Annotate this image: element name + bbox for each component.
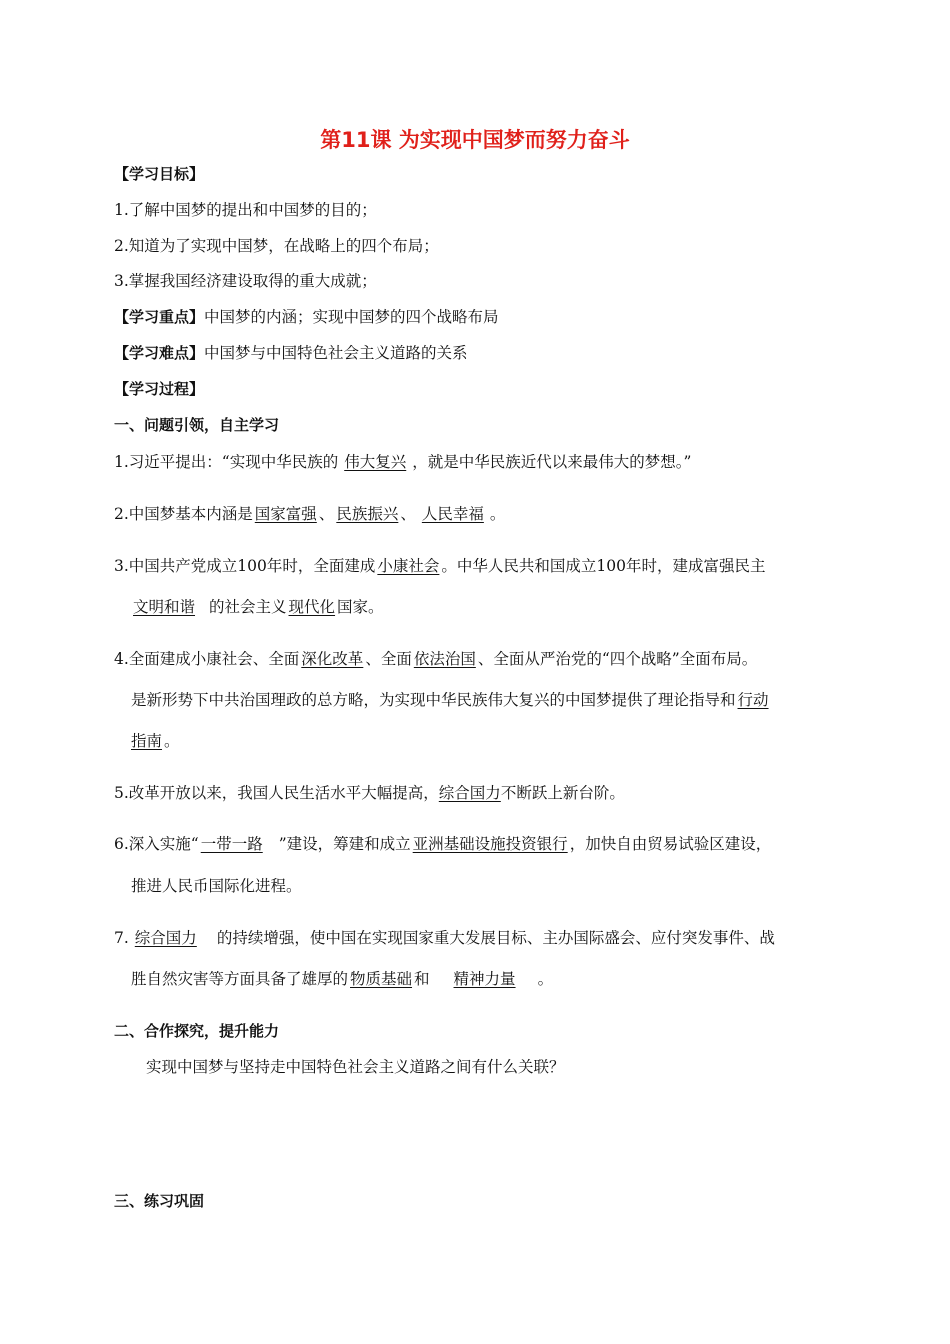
question-text: 胜自然灾害等方面具备了雄厚的 bbox=[131, 970, 349, 988]
question-text: 、全面 bbox=[365, 650, 412, 668]
question-text: 国家。 bbox=[337, 598, 384, 616]
question-text: 。 bbox=[489, 505, 506, 523]
question-text: 。中华人民共和国成立100年时，建成富强民主 bbox=[441, 557, 766, 575]
question-text: ”建设，筹建和成立 bbox=[278, 835, 411, 853]
question-text: 1.习近平提出：“实现中华民族的 bbox=[114, 453, 339, 471]
answer-blank: 精神力量 bbox=[453, 970, 516, 988]
question-text: 是新形势下中共治国理政的总方略，为实现中华民族伟大复兴的中国梦提供了理论指导和 bbox=[131, 691, 736, 709]
question-text: 不断跃上新台阶。 bbox=[500, 784, 625, 802]
question-4 bbox=[114, 648, 757, 670]
answer-blank: 伟大复兴 bbox=[344, 453, 407, 471]
key-points-text: 中国梦的内涵；实现中国梦的四个战略布局 bbox=[204, 308, 499, 326]
answer-blank: 行动 bbox=[737, 691, 769, 709]
process-heading: 【学习过程】 bbox=[114, 380, 205, 398]
question-text: 、全面从严治党的“四个战略”全面布局。 bbox=[477, 650, 758, 668]
question-text: 的社会主义 bbox=[209, 598, 287, 616]
key-points bbox=[114, 306, 499, 328]
answer-blank: 依法治国 bbox=[413, 650, 476, 668]
question-2 bbox=[114, 503, 505, 525]
page-title: 第11课 为实现中国梦而努力奋斗 bbox=[320, 128, 630, 152]
question-3-line-2 bbox=[131, 596, 384, 618]
separator: 、 bbox=[318, 505, 335, 523]
objective-item: 1.了解中国梦的提出和中国梦的目的； bbox=[114, 201, 377, 219]
question-text: 7. bbox=[114, 929, 129, 947]
section2-question: 实现中国梦与坚持走中国特色社会主义道路之间有什么关联？ bbox=[146, 1058, 565, 1076]
answer-blank: 人民幸福 bbox=[421, 505, 484, 523]
section2-heading: 二、合作探究，提升能力 bbox=[114, 1022, 280, 1040]
question-text: ，加快自由贸易试验区建设， bbox=[569, 835, 772, 853]
question-7 bbox=[114, 927, 775, 949]
question-text: 4.全面建成小康社会、全面 bbox=[114, 650, 300, 668]
section3-heading: 三、练习巩固 bbox=[114, 1192, 205, 1210]
question-4-line-3 bbox=[131, 730, 180, 752]
answer-blank: 现代化 bbox=[288, 598, 336, 616]
question-text: ，就是中华民族近代以来最伟大的梦想。” bbox=[412, 453, 692, 471]
key-points-label: 【学习重点】 bbox=[114, 308, 205, 326]
question-text: 。 bbox=[164, 732, 180, 750]
difficulties-label: 【学习难点】 bbox=[114, 344, 205, 362]
question-text: 的持续增强，使中国在实现国家重大发展目标、主办国际盛会、应付突发事件、战 bbox=[216, 929, 775, 947]
question-6-line-2: 推进人民币国际化进程。 bbox=[131, 877, 302, 895]
objectives-heading: 【学习目标】 bbox=[114, 165, 205, 183]
separator: 、 bbox=[400, 505, 416, 523]
difficulties bbox=[114, 342, 468, 364]
objective-item: 3.掌握我国经济建设取得的重大成就； bbox=[114, 272, 377, 290]
question-text: 2.中国梦基本内涵是 bbox=[114, 505, 253, 523]
question-3 bbox=[114, 555, 765, 577]
answer-blank: 一带一路 bbox=[200, 835, 263, 853]
question-7-line-2 bbox=[131, 968, 553, 990]
question-text: 6.深入实施“ bbox=[114, 835, 199, 853]
answer-blank: 文明和谐 bbox=[133, 598, 196, 616]
answer-blank: 国家富强 bbox=[254, 505, 317, 523]
difficulties-text: 中国梦与中国特色社会主义道路的关系 bbox=[204, 344, 468, 362]
question-text: 。 bbox=[537, 970, 554, 988]
answer-blank: 亚洲基础设施投资银行 bbox=[412, 835, 568, 853]
question-5 bbox=[114, 782, 625, 804]
answer-blank: 物质基础 bbox=[350, 970, 413, 988]
question-text: 和 bbox=[414, 970, 430, 988]
answer-blank: 小康社会 bbox=[377, 557, 440, 575]
answer-blank: 指南 bbox=[131, 732, 163, 750]
question-1 bbox=[114, 451, 691, 473]
answer-blank: 综合国力 bbox=[438, 784, 501, 802]
question-text: 3.中国共产党成立100年时，全面建成 bbox=[114, 557, 376, 575]
answer-blank: 民族振兴 bbox=[336, 505, 399, 523]
question-4-line-2 bbox=[131, 689, 771, 711]
answer-blank: 综合国力 bbox=[134, 929, 197, 947]
objective-item: 2.知道为了实现中国梦，在战略上的四个布局； bbox=[114, 237, 439, 255]
question-6 bbox=[114, 833, 771, 855]
answer-blank: 深化改革 bbox=[301, 650, 364, 668]
question-text: 5.改革开放以来，我国人民生活水平大幅提高， bbox=[114, 784, 439, 802]
section1-heading: 一、问题引领，自主学习 bbox=[114, 416, 280, 434]
